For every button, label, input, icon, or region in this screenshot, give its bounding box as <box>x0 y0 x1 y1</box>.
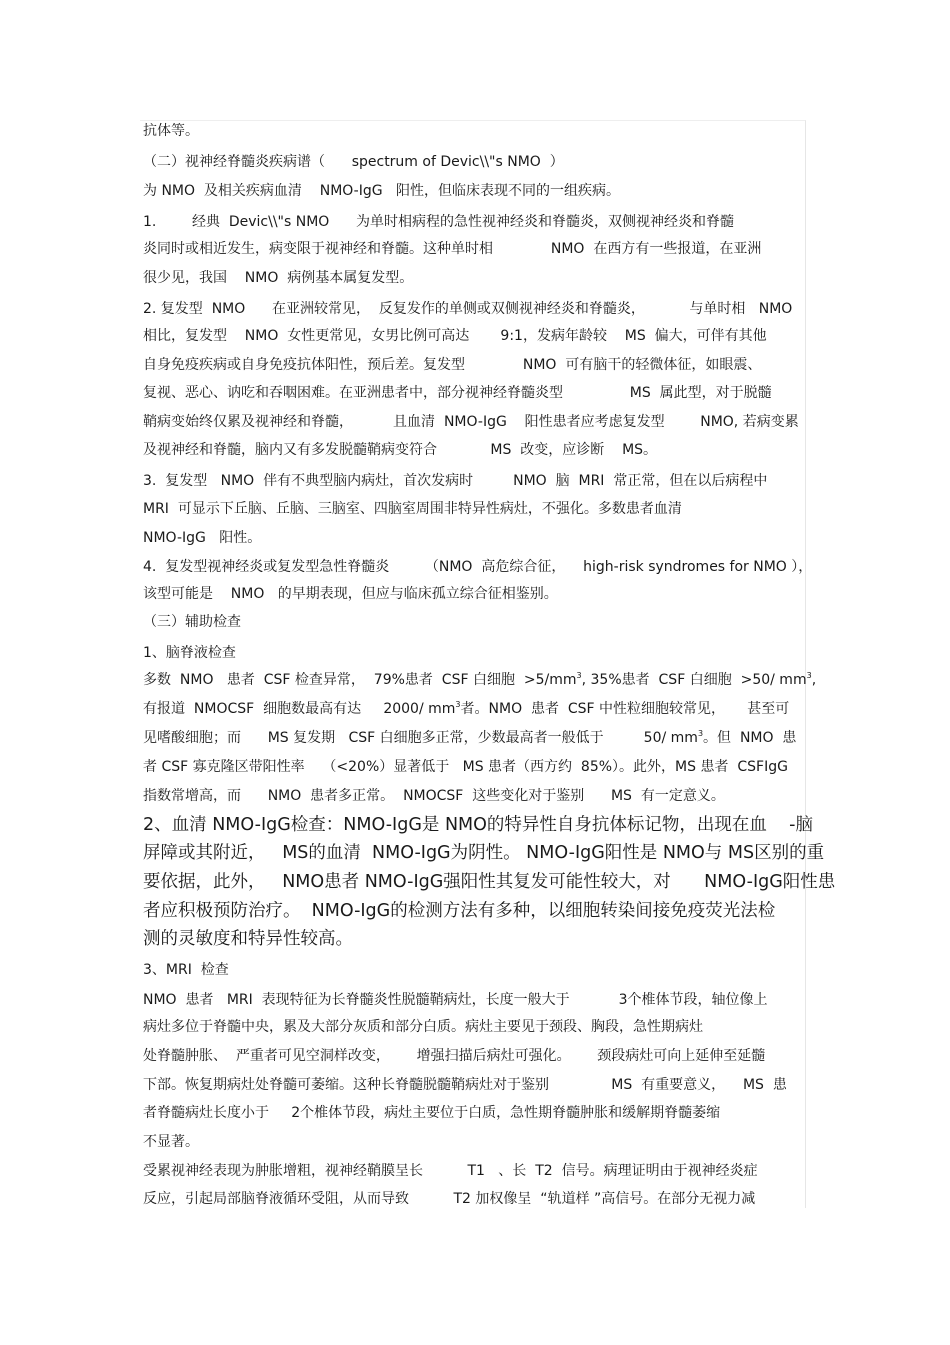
text-line: 指数常增高，而 NMO 患者多正常。 NMOCSF 这些变化对于鉴别 MS 有一定意义。 <box>143 788 725 804</box>
text-line: 2. 复发型 NMO 在亚洲较常见， 反复发作的单侧或双侧视神经炎和脊髓炎， 与单时相 NMO <box>143 301 793 317</box>
text-line: 鞘病变始终仅累及视神经和脊髓， 且血清 NMO-IgG 阳性患者应考虑复发型 NMO, 若病变累 <box>143 414 799 430</box>
text-line: 很少见，我国 NMO 病例基本属复发型。 <box>143 270 414 286</box>
text-line: 复视、恶心、讷吃和吞咽困难。在亚洲患者中，部分视神经脊髓炎型 MS 属此型，对于脱髓 <box>143 385 772 401</box>
section-heading: （二）视神经脊髓炎疾病谱（ spectrum of Devic\\"s NMO ） <box>143 154 564 170</box>
text-line: NMO 患者 MRI 表现特征为长脊髓炎性脱髓鞘病灶，长度一般大于 3个椎体节段，轴位像上 <box>143 992 768 1008</box>
text-line: 下部。恢复期病灶处脊髓可萎缩。这种长脊髓脱髓鞘病灶对于鉴别 MS 有重要意义， MS 患 <box>143 1077 787 1093</box>
text-line: 炎同时或相近发生，病变限于视神经和脊髓。这种单时相 NMO 在西方有一些报道，在亚洲 <box>143 241 762 257</box>
text-line: 反应，引起局部脑脊液循环受阻，从而导致 T2 加权像呈 “轨道样 ”高信号。在部分无视力减 <box>143 1191 756 1207</box>
text-line-large: 者应积极预防治疗。 NMO-IgG的检测方法有多种，以细胞转染间接免疫荧光法检 <box>143 901 776 921</box>
section-heading: （三）辅助检查 <box>143 614 241 630</box>
text-line: 者脊髓病灶长度小于 2个椎体节段，病灶主要位于白质，急性期脊髓肿胀和缓解期脊髓萎缩 <box>143 1105 721 1121</box>
text-line: 病灶多位于脊髓中央，累及大部分灰质和部分白质。病灶主要见于颈段、胸段，急性期病灶 <box>143 1019 703 1035</box>
text-line: 3. 复发型 NMO 伴有不典型脑内病灶，首次发病时 NMO 脑 MRI 常正常，但在以后病程中 <box>143 473 768 489</box>
text-line: 处脊髓肿胀、 严重者可见空洞样改变， 增强扫描后病灶可强化。 颈段病灶可向上延伸至延髓 <box>143 1048 766 1064</box>
subsection-heading: 1、脑脊液检查 <box>143 645 236 661</box>
text-line: 见嗜酸细胞；而 MS 复发期 CSF 白细胞多正常，少数最高者一般低于 50/ $mm^3$。但 NMO 患 <box>143 729 797 746</box>
text-line: 抗体等。 <box>143 123 199 139</box>
text-line: 相比，复发型 NMO 女性更常见，女男比例可高达 9:1，发病年龄较 MS 偏大，可伴有其他 <box>143 328 767 344</box>
text-line: 不显著。 <box>143 1134 199 1150</box>
subsection-heading: 3、MRI 检查 <box>143 962 229 978</box>
text-line: 者 CSF 寡克隆区带阳性率 （<20%）显著低于 MS 患者（西方约 85%）。此外，MS 患者 CSFIgG <box>143 759 788 775</box>
text-line-large: 要依据，此外， NMO患者 NMO-IgG强阳性其复发可能性较大，对 NMO-IgG阳性患 <box>143 872 836 892</box>
text-line: 1. 经典 Devic\\"s NMO 为单时相病程的急性视神经炎和脊髓炎，双侧视神经炎和脊髓 <box>143 214 735 230</box>
text-line: 该型可能是 NMO 的早期表现，但应与临床孤立综合征相鉴别。 <box>143 586 558 602</box>
text-line-large: 2、血清 NMO-IgG检查：NMO-IgG是 NMO的特异性自身抗体标记物，出现在血 -脑 <box>143 815 813 835</box>
text-line: 4. 复发型视神经炎或复发型急性脊髓炎 （NMO 高危综合征， high-risk syndromes for NMO ）， <box>143 559 813 575</box>
text-line: 为 NMO 及相关疾病血清 NMO-IgG 阳性，但临床表现不同的一组疾病。 <box>143 183 620 199</box>
text-line: 受累视神经表现为肿胀增粗，视神经鞘膜呈长 T1 、长 T2 信号。病理证明由于视神经炎症 <box>143 1163 758 1179</box>
text-line-large: 屏障或其附近， MS的血清 NMO-IgG为阴性。 NMO-IgG阳性是 NMO与 MS区别的重 <box>143 843 825 863</box>
text-line: 有报道 NMOCSF 细胞数最高有达 2000/ $mm^3$者。NMO 患者 CSF 中性粒细胞较常见， 甚至可 <box>143 700 790 717</box>
text-line-large: 测的灵敏度和特异性较高。 <box>143 929 353 949</box>
text-line: 及视神经和脊髓，脑内又有多发脱髓鞘病变符合 MS 改变，应诊断 MS。 <box>143 442 658 458</box>
text-line: MRI 可显示下丘脑、丘脑、三脑室、四脑室周围非特异性病灶，不强化。多数患者血清 <box>143 501 682 517</box>
text-line: 多数 NMO 患者 CSF 检查异常， 79%患者 CSF 白细胞 $>5/mm^3$, 35%患者 CSF 白细胞 >50/ $mm^3$, <box>143 671 817 688</box>
text-line: 自身免疫疾病或自身免疫抗体阳性，预后差。复发型 NMO 可有脑干的轻微体征，如眼震、 <box>143 357 762 373</box>
text-line: NMO-IgG 阳性。 <box>143 530 262 546</box>
